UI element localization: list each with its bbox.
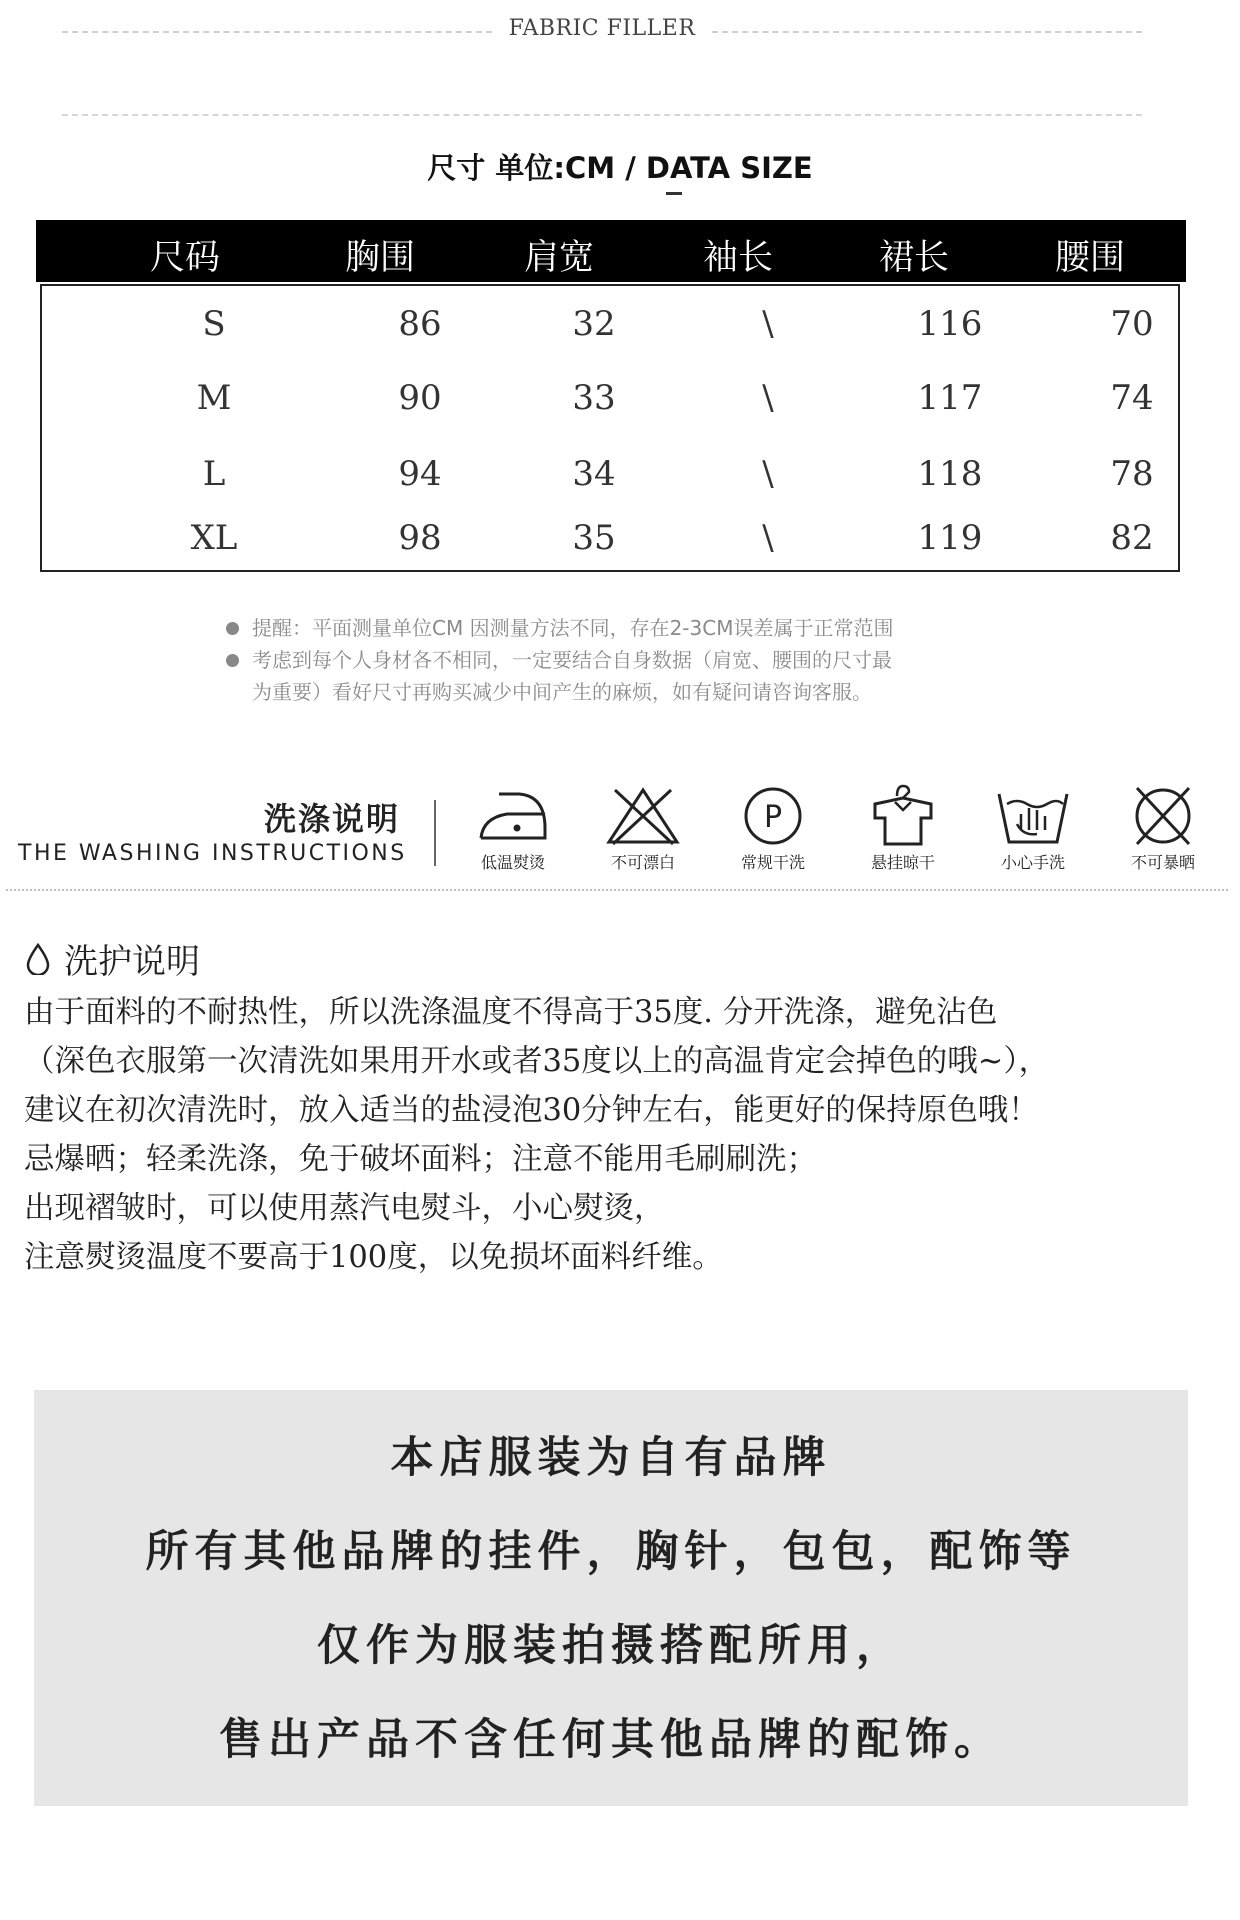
divider — [62, 114, 1142, 116]
column-header-sleeve: 袖长 — [702, 238, 773, 278]
brand-notice — [34, 1390, 1188, 1806]
table-cell: \ — [762, 304, 774, 344]
note-text: 考虑到每个人身材各不相同，一定要结合自身数据（肩宽、腰围的尺寸最 — [252, 648, 892, 672]
wash-label: 不可暴晒 — [1130, 853, 1195, 872]
column-header-shoulder: 肩宽 — [523, 238, 594, 278]
divider — [434, 800, 436, 866]
low-iron-icon — [458, 784, 568, 884]
svg-text:P: P — [763, 800, 783, 835]
table-cell: 70 — [1110, 304, 1154, 344]
brand-notice-line: 所有其他品牌的挂件，胸针，包包，配饰等 — [145, 1527, 1077, 1577]
washing-title-cn: 洗涤说明 — [264, 800, 401, 838]
table-cell: 117 — [917, 378, 983, 418]
size-table-body — [40, 284, 1180, 572]
divider — [712, 31, 1142, 33]
hand-wash-icon — [978, 784, 1088, 884]
wash-label: 常规干洗 — [740, 853, 805, 872]
divider — [6, 889, 1228, 891]
wash-label: 悬挂晾干 — [870, 853, 935, 872]
title-underline — [666, 192, 682, 195]
table-row — [42, 446, 1178, 506]
dry-clean-p-icon — [718, 784, 828, 884]
care-line: 忌爆晒；轻柔洗涤，免于破坏面料；注意不能用毛刷刷洗； — [24, 1142, 817, 1177]
table-cell: L — [202, 454, 226, 494]
table-cell: \ — [762, 378, 774, 418]
table-cell: XL — [190, 518, 238, 558]
care-line: 出现褶皱时，可以使用蒸汽电熨斗，小心熨烫， — [24, 1191, 665, 1226]
table-cell: 78 — [1110, 454, 1154, 494]
table-cell: 74 — [1110, 378, 1154, 418]
size-title: 尺寸 单位:CM / DATA SIZE — [427, 151, 813, 185]
table-cell: M — [196, 378, 232, 418]
fabric-header — [62, 14, 1142, 48]
table-cell: 119 — [917, 518, 983, 558]
washing-title-en: THE WASHING INSTRUCTIONS — [18, 841, 407, 866]
water-drop-icon — [26, 943, 50, 984]
care-title: 洗护说明 — [64, 942, 200, 982]
fabric-title: FABRIC FILLER — [508, 16, 696, 41]
care-line: 由于面料的不耐热性，所以洗涤温度不得高于35度. 分开洗涤，避免沾色 — [24, 995, 998, 1030]
divider — [62, 31, 492, 33]
table-cell: 33 — [572, 378, 616, 418]
care-line: 建议在初次清洗时，放入适当的盐浸泡30分钟左右，能更好的保持原色哦！ — [24, 1093, 1039, 1128]
wash-label: 小心手洗 — [1000, 853, 1065, 872]
table-cell: \ — [762, 518, 774, 558]
table-cell: S — [202, 304, 226, 344]
table-cell: 90 — [398, 378, 442, 418]
brand-notice-line: 仅作为服装拍摄搭配所用， — [317, 1621, 905, 1671]
size-table-header — [36, 220, 1186, 282]
column-header-skirt-length: 裙长 — [878, 238, 949, 278]
note-item — [226, 676, 1026, 708]
care-heading — [26, 934, 200, 984]
table-cell: 34 — [572, 454, 616, 494]
brand-notice-line: 售出产品不含任何其他品牌的配饰。 — [219, 1715, 1003, 1765]
note-item — [226, 644, 1026, 676]
no-tumble-dry-icon — [1108, 784, 1218, 884]
table-cell: 86 — [398, 304, 442, 344]
table-cell: 32 — [572, 304, 616, 344]
column-header-size: 尺码 — [149, 238, 220, 278]
bullet-icon — [226, 622, 239, 635]
column-header-waist: 腰围 — [1054, 238, 1125, 278]
note-text: 提醒：平面测量单位CM 因测量方法不同，存在2-3CM误差属于正常范围 — [252, 616, 894, 640]
no-bleach-icon — [588, 784, 698, 884]
table-cell: 35 — [572, 518, 616, 558]
table-cell: 98 — [398, 518, 442, 558]
table-cell: 82 — [1110, 518, 1154, 558]
table-row — [42, 510, 1178, 570]
wash-label: 不可漂白 — [610, 853, 675, 872]
measurement-notes — [226, 612, 1026, 708]
care-text — [24, 988, 1224, 1282]
care-line: 注意熨烫温度不要高于100度，以免损坏面料纤维。 — [24, 1240, 723, 1275]
note-text: 为重要）看好尺寸再购买减少中间产生的麻烦，如有疑问请咨询客服。 — [252, 680, 872, 704]
bullet-icon — [226, 654, 239, 667]
hang-dry-icon — [848, 784, 958, 884]
table-row — [42, 370, 1178, 430]
table-row — [42, 296, 1178, 356]
care-line: （深色衣服第一次清洗如果用开水或者35度以上的高温肯定会掉色的哦~）， — [24, 1044, 1050, 1079]
table-cell: \ — [762, 454, 774, 494]
note-item — [226, 612, 1026, 644]
table-cell: 118 — [917, 454, 983, 494]
brand-notice-line: 本店服装为自有品牌 — [390, 1433, 832, 1483]
wash-label: 低温熨烫 — [480, 853, 545, 872]
column-header-chest: 胸围 — [344, 238, 415, 278]
table-cell: 116 — [917, 304, 983, 344]
table-cell: 94 — [398, 454, 442, 494]
